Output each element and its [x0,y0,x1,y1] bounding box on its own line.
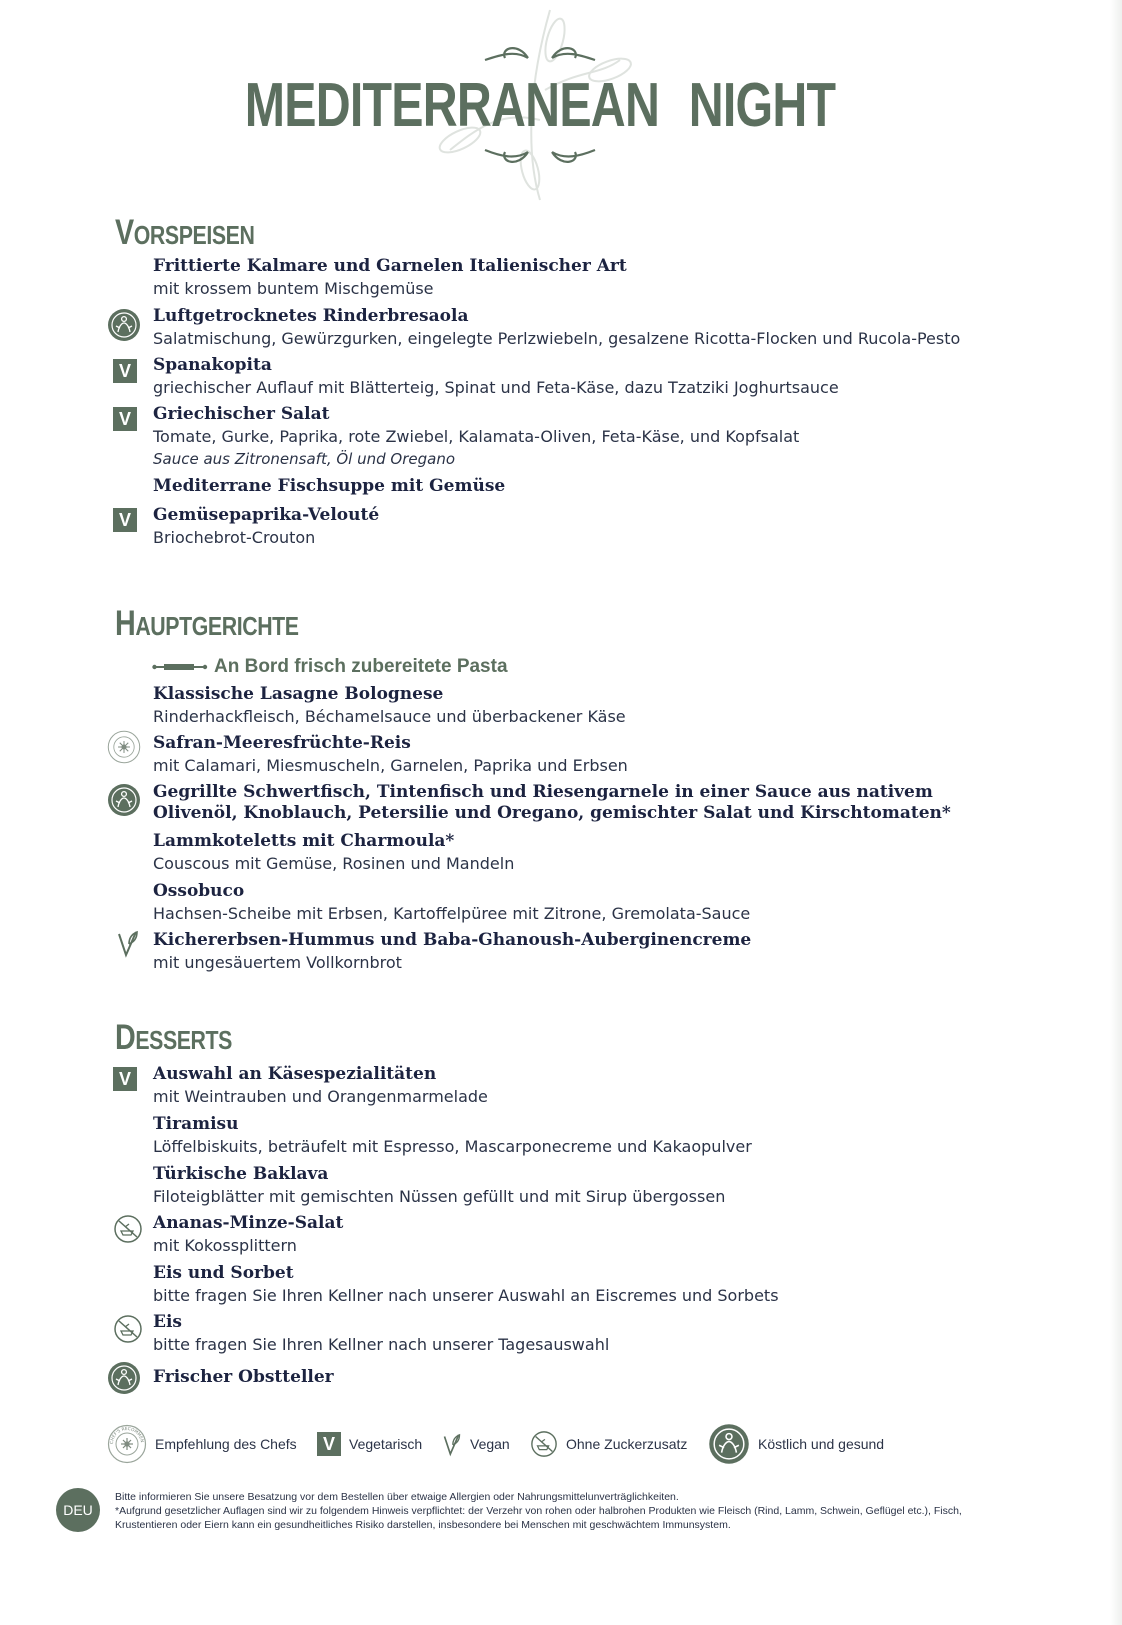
menu-item-name: Kichererbsen-Hummus und Baba-Ghanoush-Auberginencreme [153,930,752,950]
menu-item [153,1164,1003,1209]
allergy-footnote [115,1490,995,1532]
menu-item [153,355,1003,400]
menu-item-name: Türkische Baklava [153,1164,329,1184]
menu-item-name: Griechischer Salat [153,404,330,424]
menu-item-desc: Briochebrot-Crouton [153,528,316,547]
healthy-icon [107,1361,141,1395]
menu-item-desc: Löffelbiskuits, beträufelt mit Espresso, Mascarponecreme und Kakaopulver [153,1137,752,1156]
footnote-line-2: *Aufgrund gesetzlicher Auflagen sind wir zu folgendem Hinweis verpflichtet: der Verzehr von rohen oder halbrohen Produkten wie Fleisch (Rind, Lamm, Schwein, Geflügel etc.), Fisch, Krustentieren oder Eiern kann ein gesundheitliches Risiko darstellen, insbesondere bei Menschen mit geschwächtem Immunsystem. [115,1505,962,1531]
menu-item-desc: Hachsen-Scheibe mit Erbsen, Kartoffelpüree mit Zitrone, Gremolata-Sauce [153,904,751,923]
menu-item-desc: bitte fragen Sie Ihren Kellner nach unserer Tagesauswahl [153,1335,610,1354]
menu-title [244,70,836,141]
menu-item-name: Gegrillte Schwertfisch, Tintenfisch und Riesengarnele in einer Sauce aus nativem Olivenöl, Knoblauch, Petersilie und Oregano, gemischter Salat und Kirschtomaten* [153,782,951,823]
legend-label-vegetarian: Vegetarisch [349,1436,423,1452]
menu-item-desc: Filoteigblätter mit gemischten Nüssen gefüllt und mit Sirup übergossen [153,1187,726,1206]
healthy-icon [708,1423,750,1465]
section-title-cap: V [115,213,134,252]
menu-item-name: Auswahl an Käsespezialitäten [153,1064,437,1084]
menu-item-desc: mit krossem buntem Mischgemüse [153,279,434,298]
title-word-2: NIGHT [688,71,836,140]
healthy-icon [107,308,141,342]
rolling-pin-icon [152,662,208,672]
section-title-rest: ESSERTS [135,1025,232,1055]
menu-item-name: Tiramisu [153,1114,239,1134]
menu-item-name: Lammkoteletts mit Charmoula* [153,831,455,851]
chef-recommendation-icon [107,1424,147,1464]
menu-item-desc: mit Weintrauben und Orangenmarmelade [153,1087,488,1106]
legend-item-vegetarian [317,1422,422,1466]
menu-item-name: Mediterrane Fischsuppe mit Gemüse [153,476,506,496]
menu-item-name: Ananas-Minze-Salat [153,1213,344,1233]
section-title-starters [115,213,254,253]
menu-item-note: Sauce aus Zitronensaft, Öl und Oregano [153,450,456,468]
vegan-icon [442,1431,462,1457]
menu-item-name: Frittierte Kalmare und Garnelen Italienischer Art [153,256,627,276]
menu-item-desc: mit ungesäuertem Vollkornbrot [153,953,402,972]
vegetarian-icon: V [113,508,137,532]
menu-item-desc: Salatmischung, Gewürzgurken, eingelegte Perlzwiebeln, gesalzene Ricotta-Flocken und Rucola-Pesto [153,329,961,348]
menu-item [153,404,1003,469]
icon-legend [107,1422,1007,1466]
chef-recommendation-icon [107,730,141,764]
vegetarian-icon: V [317,1432,341,1456]
legend-item-vegan [442,1422,510,1466]
menu-item [153,1367,1003,1388]
menu-item [153,1213,1003,1258]
menu-item [153,256,1003,301]
menu-item [153,831,1003,876]
menu-item-desc: Tomate, Gurke, Paprika, rote Zwiebel, Kalamata-Oliven, Feta-Käse, und Kopfsalat [153,427,800,446]
healthy-icon [107,783,141,817]
vegetarian-icon: V [113,407,137,431]
language-badge: DEU [56,1488,100,1532]
no-sugar-icon [113,1314,143,1344]
menu-item-name: Klassische Lasagne Bolognese [153,684,444,704]
menu-item [153,505,1003,550]
vegan-icon [116,928,140,958]
legend-item-chef [107,1422,297,1466]
legend-label-chef: Empfehlung des Chefs [155,1436,297,1452]
menu-item-desc: mit Kokossplittern [153,1236,297,1255]
menu-item-desc: Rinderhackfleisch, Béchamelsauce und überbackener Käse [153,707,626,726]
vegetarian-icon: V [113,359,137,383]
menu-item [153,306,1003,351]
no-sugar-icon [113,1214,143,1244]
menu-item [153,881,1003,926]
title-word-1: MEDITERRANEAN [244,71,660,140]
menu-item-desc: griechischer Auflauf mit Blätterteig, Spinat und Feta-Käse, dazu Tzatziki Joghurtsauce [153,378,839,397]
legend-label-no-sugar: Ohne Zuckerzusatz [566,1436,688,1452]
pasta-subheading [152,656,508,678]
legend-label-healthy: Köstlich und gesund [758,1436,885,1452]
menu-item-name: Gemüsepaprika-Velouté [153,505,380,525]
header [244,0,836,205]
section-title-rest: ORSPEISEN [133,220,255,250]
menu-item-name: Spanakopita [153,355,272,375]
legend-item-healthy [708,1422,884,1466]
menu-item [153,733,1003,778]
menu-item [153,684,1003,729]
menu-item [153,782,1003,824]
menu-item [153,930,1003,975]
menu-item-desc: mit Calamari, Miesmuscheln, Garnelen, Paprika und Erbsen [153,756,628,775]
menu-item-name: Ossobuco [153,881,245,901]
footnote-line-1: Bitte informieren Sie unsere Besatzung vor dem Bestellen über etwaige Allergien oder Nahrungsmittelunverträglichkeiten. [115,1491,679,1503]
menu-item [153,1114,1003,1159]
menu-item-desc: bitte fragen Sie Ihren Kellner nach unserer Auswahl an Eiscremes und Sorbets [153,1286,779,1305]
menu-item-name: Luftgetrocknetes Rinderbresaola [153,306,469,326]
menu-item-desc: Couscous mit Gemüse, Rosinen und Mandeln [153,854,515,873]
legend-item-no-sugar [530,1422,687,1466]
section-title-rest: AUPTGERICHTE [135,611,299,641]
menu-item [153,1312,1003,1357]
section-title-cap: D [115,1018,136,1057]
vegetarian-icon: V [113,1067,137,1091]
menu-item [153,1064,1003,1109]
pasta-subheading-label: An Bord frisch zubereitete Pasta [214,656,508,677]
menu-item-name: Frischer Obstteller [153,1367,334,1387]
menu-item-name: Eis [153,1312,182,1332]
no-sugar-icon [530,1430,558,1458]
menu-item-name: Eis und Sorbet [153,1263,294,1283]
section-title-cap: H [115,604,136,643]
menu-item [153,1263,1003,1308]
legend-label-vegan: Vegan [470,1436,510,1452]
chef-seal-text: CHEF'S RECOMMEN [109,1426,144,1445]
page-edge [1110,0,1122,1625]
menu-item [153,476,1003,497]
menu-item-name: Safran-Meeresfrüchte-Reis [153,733,411,753]
section-title-desserts [115,1018,232,1058]
section-title-mains [115,604,299,644]
svg-text:CHEF'S RECOMMENDATION [107,1424,145,1444]
